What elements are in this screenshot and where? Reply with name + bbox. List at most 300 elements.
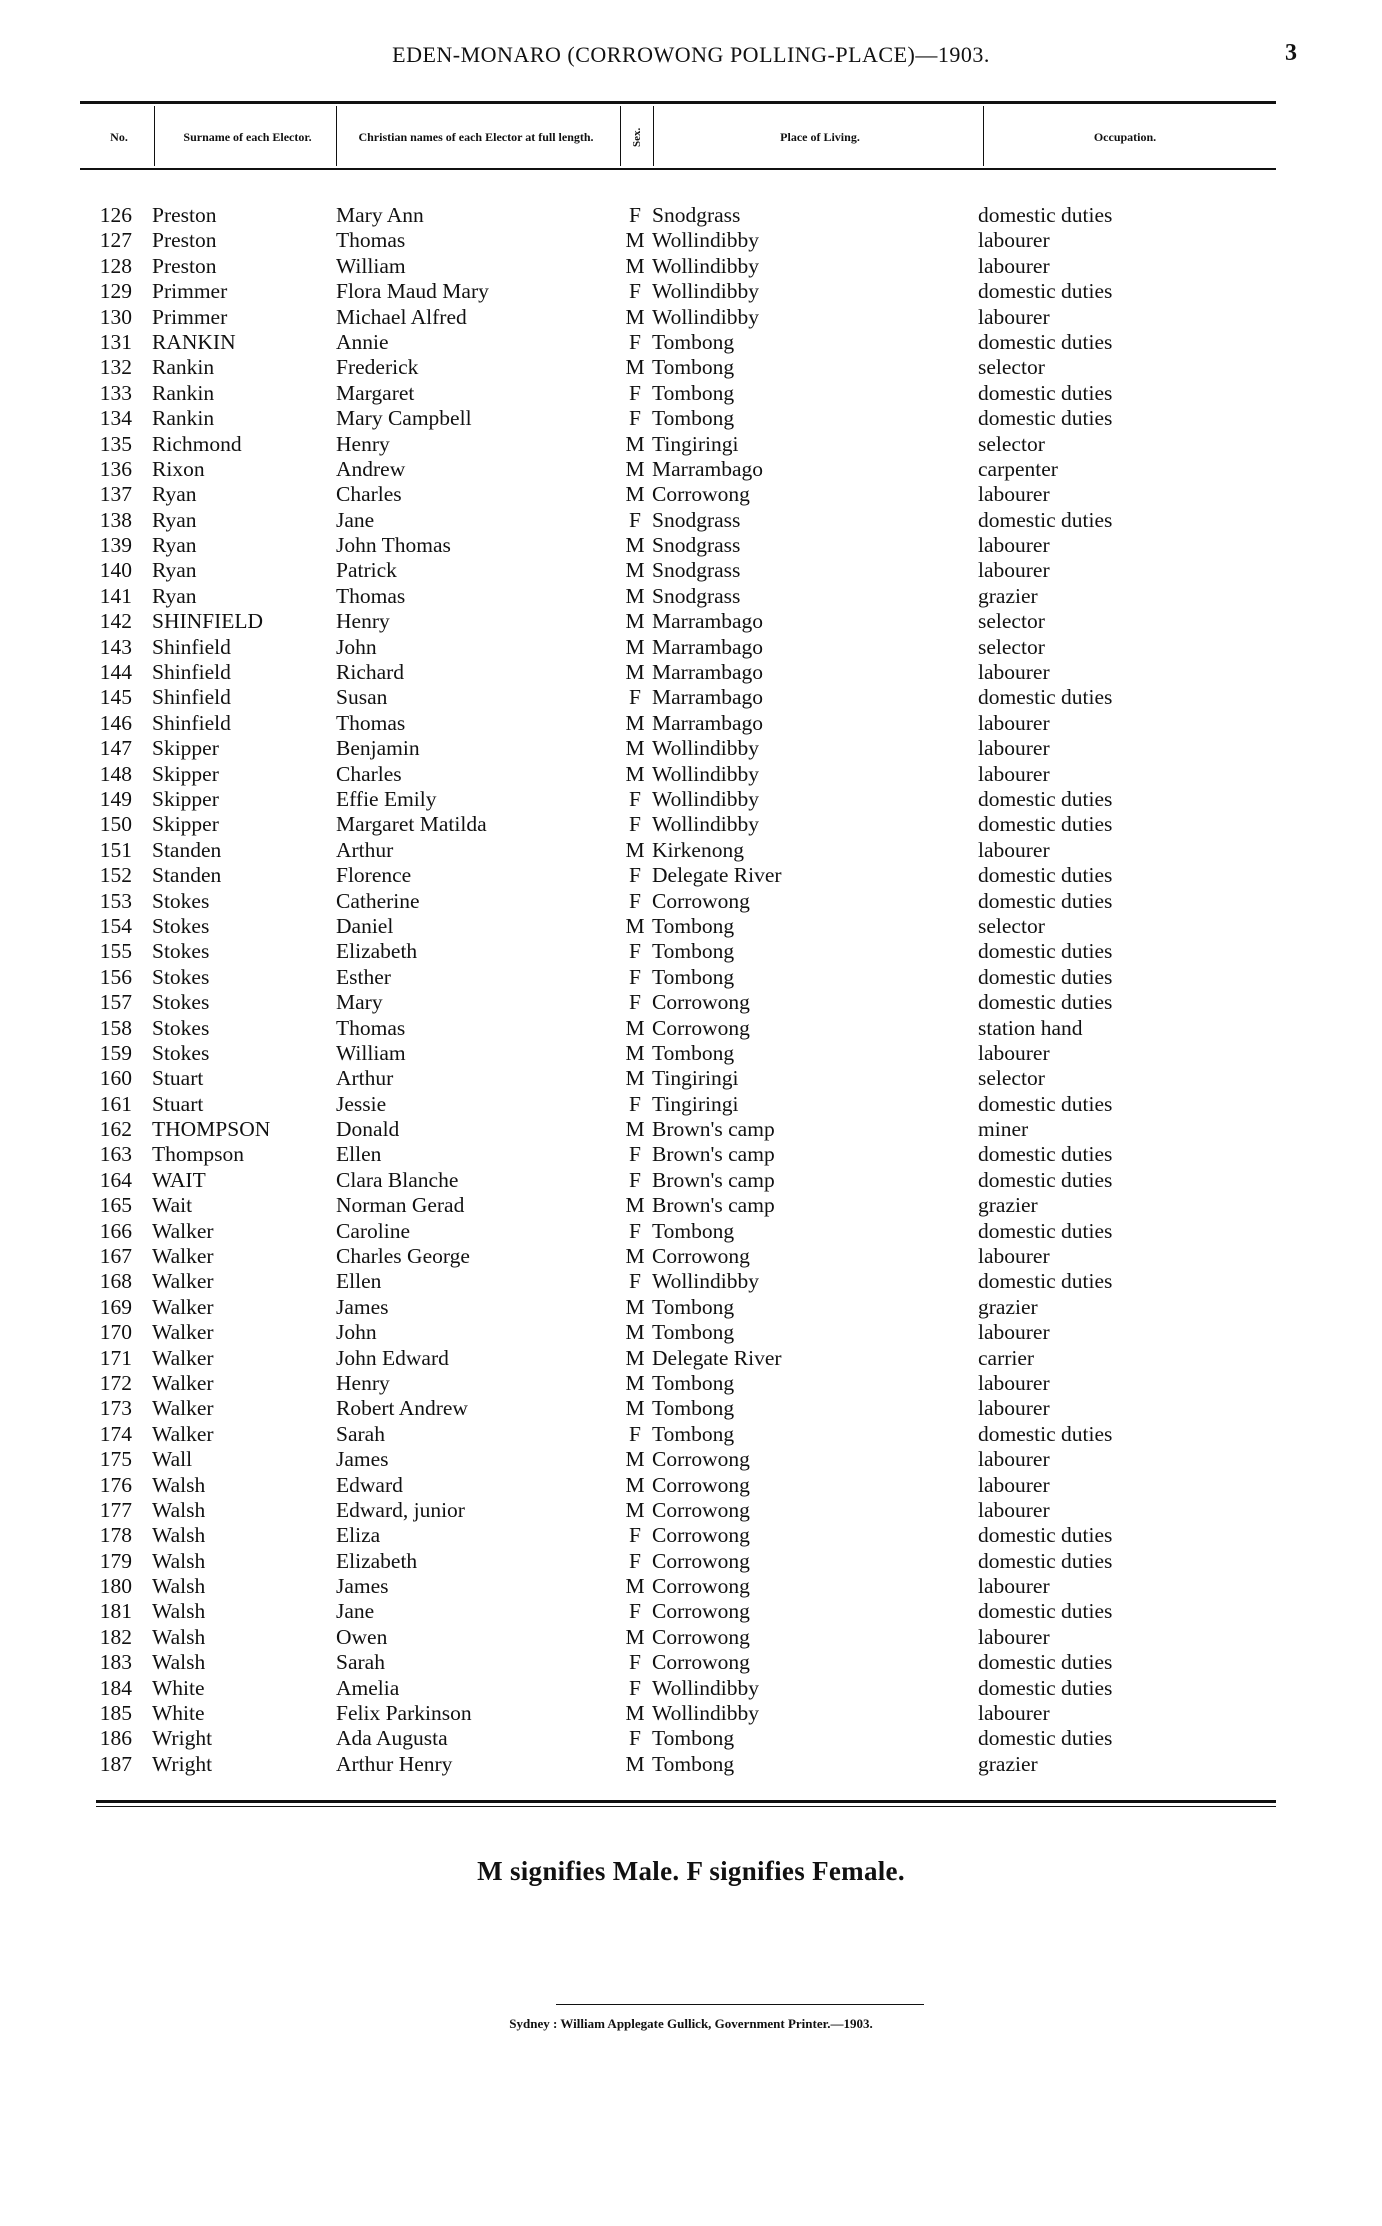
elector-christian-names: Thomas: [336, 583, 406, 608]
elector-place-of-living: Wollindibby: [652, 1269, 759, 1294]
elector-occupation: labourer: [978, 1320, 1050, 1345]
elector-place-of-living: Kirkenong: [652, 837, 744, 862]
table-row: [0, 863, 1382, 888]
elector-sex: F: [629, 1599, 641, 1624]
table-row: [0, 711, 1382, 736]
elector-number: 146: [99, 710, 132, 735]
elector-number: 172: [99, 1370, 132, 1395]
elector-number: 174: [99, 1421, 132, 1446]
elector-sex: F: [629, 279, 641, 304]
elector-sex: M: [625, 660, 645, 685]
elector-christian-names: Flora Maud Mary: [336, 279, 489, 304]
elector-surname: Thompson: [152, 1142, 244, 1167]
elector-sex: M: [625, 583, 645, 608]
elector-number: 167: [99, 1244, 132, 1269]
elector-occupation: domestic duties: [978, 380, 1113, 405]
elector-sex: F: [629, 1167, 641, 1192]
elector-place-of-living: Tombong: [652, 1396, 735, 1421]
elector-sex: M: [625, 913, 645, 938]
table-row: [0, 1549, 1382, 1574]
table-row: [0, 279, 1382, 304]
elector-christian-names: Sarah: [336, 1650, 385, 1675]
elector-place-of-living: Corrowong: [652, 1599, 750, 1624]
elector-surname: Wait: [152, 1193, 193, 1218]
elector-christian-names: Thomas: [336, 1015, 406, 1040]
elector-place-of-living: Corrowong: [652, 1574, 750, 1599]
col-divider: [336, 106, 337, 166]
elector-place-of-living: Tombong: [652, 1370, 735, 1395]
elector-christian-names: William: [336, 1040, 406, 1065]
elector-occupation: grazier: [978, 1193, 1038, 1218]
elector-occupation: labourer: [978, 228, 1050, 253]
bottom-rule: [96, 1800, 1276, 1803]
elector-sex: M: [625, 761, 645, 786]
table-row: [0, 1396, 1382, 1421]
elector-surname: Wright: [152, 1726, 213, 1751]
elector-christian-names: Effie Emily: [336, 786, 437, 811]
elector-place-of-living: Brown's camp: [652, 1193, 775, 1218]
elector-christian-names: Thomas: [336, 710, 406, 735]
col-header-no: No.: [110, 129, 128, 144]
elector-sex: M: [625, 1751, 645, 1776]
elector-surname: Preston: [152, 228, 217, 253]
elector-occupation: domestic duties: [978, 964, 1113, 989]
elector-christian-names: Elizabeth: [336, 1548, 418, 1573]
elector-number: 142: [99, 609, 132, 634]
elector-occupation: domestic duties: [978, 279, 1113, 304]
elector-occupation: miner: [978, 1117, 1029, 1142]
elector-occupation: station hand: [978, 1015, 1083, 1040]
elector-sex: M: [625, 1015, 645, 1040]
table-row: [0, 787, 1382, 812]
elector-sex: M: [625, 1396, 645, 1421]
elector-surname: Primmer: [152, 279, 228, 304]
elector-surname: Wall: [152, 1447, 193, 1472]
elector-surname: Standen: [152, 863, 222, 888]
elector-christian-names: Margaret: [336, 380, 415, 405]
elector-christian-names: Charles: [336, 761, 402, 786]
elector-surname: Ryan: [152, 482, 197, 507]
elector-number: 127: [99, 228, 132, 253]
table-row: [0, 1650, 1382, 1675]
elector-place-of-living: Marrambago: [652, 456, 764, 481]
table-row: [0, 482, 1382, 507]
elector-place-of-living: Brown's camp: [652, 1167, 775, 1192]
elector-number: 178: [99, 1523, 132, 1548]
elector-occupation: labourer: [978, 1574, 1050, 1599]
elector-surname: Walker: [152, 1218, 214, 1243]
elector-number: 152: [99, 863, 132, 888]
elector-place-of-living: Marrambago: [652, 634, 764, 659]
table-row: [0, 635, 1382, 660]
elector-christian-names: Arthur: [336, 837, 394, 862]
elector-christian-names: John: [336, 634, 377, 659]
elector-christian-names: Jessie: [336, 1091, 387, 1116]
elector-christian-names: Donald: [336, 1117, 400, 1142]
elector-christian-names: Amelia: [336, 1675, 400, 1700]
elector-christian-names: John: [336, 1320, 377, 1345]
elector-number: 168: [99, 1269, 132, 1294]
elector-place-of-living: Tombong: [652, 380, 735, 405]
elector-surname: Walsh: [152, 1624, 206, 1649]
elector-surname: Preston: [152, 203, 217, 227]
elector-occupation: carpenter: [978, 456, 1058, 481]
elector-place-of-living: Wollindibby: [652, 304, 759, 329]
elector-number: 155: [99, 939, 132, 964]
elector-place-of-living: Brown's camp: [652, 1142, 775, 1167]
table-row: [0, 381, 1382, 406]
elector-number: 153: [99, 888, 132, 913]
elector-occupation: grazier: [978, 583, 1038, 608]
table-row: [0, 939, 1382, 964]
elector-christian-names: Arthur Henry: [336, 1751, 453, 1776]
elector-place-of-living: Tombong: [652, 1040, 735, 1065]
elector-occupation: domestic duties: [978, 507, 1113, 532]
elector-occupation: labourer: [978, 482, 1050, 507]
imprint-rule: [556, 2004, 924, 2005]
elector-place-of-living: Tombong: [652, 1294, 735, 1319]
elector-sex: M: [625, 1320, 645, 1345]
table-row: [0, 660, 1382, 685]
table-row: [0, 1701, 1382, 1726]
elector-sex: F: [629, 1218, 641, 1243]
elector-place-of-living: Wollindibby: [652, 279, 759, 304]
table-row: [0, 1016, 1382, 1041]
elector-sex: M: [625, 482, 645, 507]
elector-christian-names: Eliza: [336, 1523, 381, 1548]
elector-occupation: domestic duties: [978, 1269, 1113, 1294]
elector-place-of-living: Snodgrass: [652, 533, 741, 558]
elector-occupation: labourer: [978, 1472, 1050, 1497]
table-row: [0, 1269, 1382, 1294]
elector-place-of-living: Corrowong: [652, 1624, 750, 1649]
table-row: [0, 838, 1382, 863]
elector-number: 135: [99, 431, 132, 456]
elector-occupation: domestic duties: [978, 1091, 1113, 1116]
elector-number: 140: [99, 558, 132, 583]
elector-sex: M: [625, 710, 645, 735]
elector-christian-names: Susan: [336, 685, 388, 710]
elector-sex: F: [629, 1726, 641, 1751]
elector-place-of-living: Delegate River: [652, 1345, 782, 1370]
elector-christian-names: Patrick: [336, 558, 397, 583]
table-row: [0, 355, 1382, 380]
elector-number: 143: [99, 634, 132, 659]
elector-number: 173: [99, 1396, 132, 1421]
elector-christian-names: Andrew: [336, 456, 406, 481]
elector-number: 157: [99, 990, 132, 1015]
elector-occupation: labourer: [978, 558, 1050, 583]
col-header-sex: Sex.: [631, 127, 643, 147]
elector-surname: Stokes: [152, 990, 210, 1015]
col-divider: [620, 106, 621, 166]
elector-place-of-living: Corrowong: [652, 1244, 750, 1269]
elector-occupation: labourer: [978, 837, 1050, 862]
elector-place-of-living: Tombong: [652, 913, 735, 938]
elector-occupation: grazier: [978, 1294, 1038, 1319]
elector-sex: M: [625, 1701, 645, 1726]
elector-occupation: labourer: [978, 736, 1050, 761]
table-row: [0, 228, 1382, 253]
elector-occupation: selector: [978, 634, 1045, 659]
elector-sex: F: [629, 406, 641, 431]
elector-christian-names: James: [336, 1447, 389, 1472]
elector-sex: M: [625, 1193, 645, 1218]
elector-christian-names: Charles George: [336, 1244, 470, 1269]
elector-number: 163: [99, 1142, 132, 1167]
elector-place-of-living: Tombong: [652, 329, 735, 354]
elector-occupation: domestic duties: [978, 888, 1113, 913]
table-row: [0, 558, 1382, 583]
elector-number: 150: [99, 812, 132, 837]
elector-sex: M: [625, 304, 645, 329]
elector-christian-names: Ellen: [336, 1142, 382, 1167]
elector-sex: M: [625, 1040, 645, 1065]
table-row: [0, 305, 1382, 330]
elector-surname: Ryan: [152, 558, 197, 583]
elector-place-of-living: Corrowong: [652, 482, 750, 507]
elector-number: 149: [99, 786, 132, 811]
page-title: EDEN-MONARO (CORROWONG POLLING-PLACE)—1903.: [392, 42, 990, 67]
table-row: [0, 254, 1382, 279]
elector-number: 148: [99, 761, 132, 786]
col-header-surname: Surname of each Elector.: [183, 129, 312, 144]
elector-christian-names: Robert Andrew: [336, 1396, 468, 1421]
elector-sex: F: [629, 888, 641, 913]
elector-place-of-living: Corrowong: [652, 1472, 750, 1497]
table-row: [0, 762, 1382, 787]
elector-surname: Shinfield: [152, 634, 231, 659]
elector-surname: Ryan: [152, 583, 197, 608]
elector-place-of-living: Tombong: [652, 406, 735, 431]
elector-place-of-living: Tombong: [652, 964, 735, 989]
table-row: [0, 1523, 1382, 1548]
elector-place-of-living: Corrowong: [652, 1447, 750, 1472]
elector-place-of-living: Wollindibby: [652, 761, 759, 786]
elector-sex: M: [625, 1066, 645, 1091]
table-row: [0, 1295, 1382, 1320]
elector-occupation: domestic duties: [978, 1142, 1113, 1167]
elector-occupation: domestic duties: [978, 863, 1113, 888]
elector-place-of-living: Corrowong: [652, 1650, 750, 1675]
elector-number: 164: [99, 1167, 132, 1192]
elector-surname: Rankin: [152, 355, 215, 380]
bottom-rule-thin: [96, 1806, 1276, 1807]
top-rule: [80, 101, 1276, 104]
elector-christian-names: Michael Alfred: [336, 304, 467, 329]
elector-sex: M: [625, 1497, 645, 1522]
table-row: [0, 1066, 1382, 1091]
elector-surname: Shinfield: [152, 710, 231, 735]
table-row: [0, 1422, 1382, 1447]
elector-surname: RANKIN: [152, 329, 236, 354]
elector-number: 156: [99, 964, 132, 989]
elector-christian-names: Ada Augusta: [336, 1726, 448, 1751]
elector-surname: Stuart: [152, 1066, 204, 1091]
elector-sex: M: [625, 609, 645, 634]
elector-christian-names: Richard: [336, 660, 405, 685]
elector-occupation: domestic duties: [978, 329, 1113, 354]
col-header-christian: Christian names of each Elector at full length.: [358, 129, 594, 144]
elector-christian-names: Frederick: [336, 355, 419, 380]
elector-number: 134: [99, 406, 132, 431]
col-header-occupation: Occupation.: [1093, 129, 1157, 144]
elector-number: 179: [99, 1548, 132, 1573]
elector-number: 128: [99, 253, 132, 278]
elector-surname: Wright: [152, 1751, 213, 1776]
elector-christian-names: Esther: [336, 964, 391, 989]
col-divider: [653, 106, 654, 166]
col-divider: [154, 106, 155, 166]
table-row: [0, 1676, 1382, 1701]
elector-surname: Rankin: [152, 380, 215, 405]
elector-number: 182: [99, 1624, 132, 1649]
elector-christian-names: Edward: [336, 1472, 403, 1497]
elector-occupation: domestic duties: [978, 685, 1113, 710]
elector-christian-names: John Thomas: [336, 533, 451, 558]
elector-occupation: domestic duties: [978, 1599, 1113, 1624]
elector-place-of-living: Corrowong: [652, 1015, 750, 1040]
elector-christian-names: Benjamin: [336, 736, 420, 761]
table-row: [0, 1447, 1382, 1472]
header-bottom-rule: [80, 168, 1276, 170]
elector-place-of-living: Tombong: [652, 1751, 735, 1776]
elector-christian-names: Sarah: [336, 1421, 385, 1446]
elector-place-of-living: Tombong: [652, 1726, 735, 1751]
elector-place-of-living: Wollindibby: [652, 228, 759, 253]
elector-christian-names: Henry: [336, 431, 390, 456]
elector-number: 141: [99, 583, 132, 608]
elector-number: 158: [99, 1015, 132, 1040]
elector-sex: M: [625, 1117, 645, 1142]
elector-sex: F: [629, 329, 641, 354]
table-row: [0, 1320, 1382, 1345]
table-row: [0, 1574, 1382, 1599]
elector-occupation: domestic duties: [978, 1523, 1113, 1548]
elector-place-of-living: Corrowong: [652, 1548, 750, 1573]
elector-surname: Walker: [152, 1294, 214, 1319]
elector-occupation: labourer: [978, 710, 1050, 735]
elector-number: 186: [99, 1726, 132, 1751]
table-row: [0, 533, 1382, 558]
elector-occupation: labourer: [978, 253, 1050, 278]
elector-christian-names: Daniel: [336, 913, 394, 938]
elector-occupation: labourer: [978, 1447, 1050, 1472]
table-row: [0, 812, 1382, 837]
elector-occupation: labourer: [978, 1396, 1050, 1421]
elector-surname: Walsh: [152, 1472, 206, 1497]
elector-place-of-living: Tombong: [652, 1218, 735, 1243]
table-row: [0, 1346, 1382, 1371]
elector-number: 131: [99, 329, 132, 354]
elector-number: 184: [99, 1675, 132, 1700]
elector-sex: M: [625, 1244, 645, 1269]
elector-place-of-living: Wollindibby: [652, 736, 759, 761]
elector-surname: Stokes: [152, 913, 210, 938]
elector-surname: Walker: [152, 1345, 214, 1370]
elector-christian-names: Norman Gerad: [336, 1193, 465, 1218]
table-row: [0, 1142, 1382, 1167]
elector-surname: Shinfield: [152, 685, 231, 710]
elector-place-of-living: Brown's camp: [652, 1117, 775, 1142]
elector-christian-names: Elizabeth: [336, 939, 418, 964]
elector-number: 185: [99, 1701, 132, 1726]
elector-surname: Ryan: [152, 533, 197, 558]
page-number: 3: [1285, 40, 1297, 66]
elector-sex: M: [625, 1447, 645, 1472]
elector-christian-names: Mary: [336, 990, 383, 1015]
elector-christian-names: Henry: [336, 609, 390, 634]
table-row: [0, 1625, 1382, 1650]
elector-number: 138: [99, 507, 132, 532]
elector-surname: Rixon: [152, 456, 205, 481]
elector-occupation: labourer: [978, 1624, 1050, 1649]
elector-christian-names: Henry: [336, 1370, 390, 1395]
elector-place-of-living: Delegate River: [652, 863, 782, 888]
elector-place-of-living: Tombong: [652, 939, 735, 964]
elector-occupation: domestic duties: [978, 1675, 1113, 1700]
elector-occupation: domestic duties: [978, 1167, 1113, 1192]
elector-sex: F: [629, 812, 641, 837]
elector-surname: Walker: [152, 1269, 214, 1294]
elector-place-of-living: Wollindibby: [652, 786, 759, 811]
elector-place-of-living: Corrowong: [652, 1497, 750, 1522]
table-row: [0, 457, 1382, 482]
elector-surname: Walker: [152, 1396, 214, 1421]
elector-place-of-living: Snodgrass: [652, 507, 741, 532]
printer-imprint: Sydney : William Applegate Gullick, Government Printer.—1903.: [509, 2016, 873, 2031]
elector-sex: M: [625, 1370, 645, 1395]
table-row: [0, 1092, 1382, 1117]
elector-occupation: domestic duties: [978, 786, 1113, 811]
elector-place-of-living: Wollindibby: [652, 812, 759, 837]
elector-number: 132: [99, 355, 132, 380]
elector-occupation: domestic duties: [978, 990, 1113, 1015]
elector-sex: M: [625, 1624, 645, 1649]
elector-sex: M: [625, 837, 645, 862]
elector-christian-names: Margaret Matilda: [336, 812, 487, 837]
table-row: [0, 736, 1382, 761]
elector-occupation: domestic duties: [978, 406, 1113, 431]
elector-sex: F: [629, 1675, 641, 1700]
elector-number: 166: [99, 1218, 132, 1243]
table-row: [0, 1244, 1382, 1269]
table-row: [0, 1473, 1382, 1498]
elector-occupation: selector: [978, 1066, 1045, 1091]
elector-surname: Walsh: [152, 1650, 206, 1675]
elector-list: [0, 203, 1382, 1777]
elector-christian-names: Mary Ann: [336, 203, 424, 227]
elector-place-of-living: Wollindibby: [652, 253, 759, 278]
col-divider: [983, 106, 984, 166]
elector-occupation: grazier: [978, 1751, 1038, 1776]
elector-christian-names: Caroline: [336, 1218, 411, 1243]
elector-surname: Stokes: [152, 888, 210, 913]
elector-occupation: domestic duties: [978, 812, 1113, 837]
elector-sex: M: [625, 355, 645, 380]
elector-surname: Walsh: [152, 1574, 206, 1599]
elector-surname: Stokes: [152, 1015, 210, 1040]
table-row: [0, 609, 1382, 634]
elector-place-of-living: Tingiringi: [652, 1091, 739, 1116]
elector-christian-names: James: [336, 1574, 389, 1599]
elector-surname: Stokes: [152, 939, 210, 964]
elector-sex: M: [625, 253, 645, 278]
elector-number: 183: [99, 1650, 132, 1675]
elector-surname: SHINFIELD: [152, 609, 264, 634]
elector-surname: Shinfield: [152, 660, 231, 685]
elector-sex: F: [629, 964, 641, 989]
